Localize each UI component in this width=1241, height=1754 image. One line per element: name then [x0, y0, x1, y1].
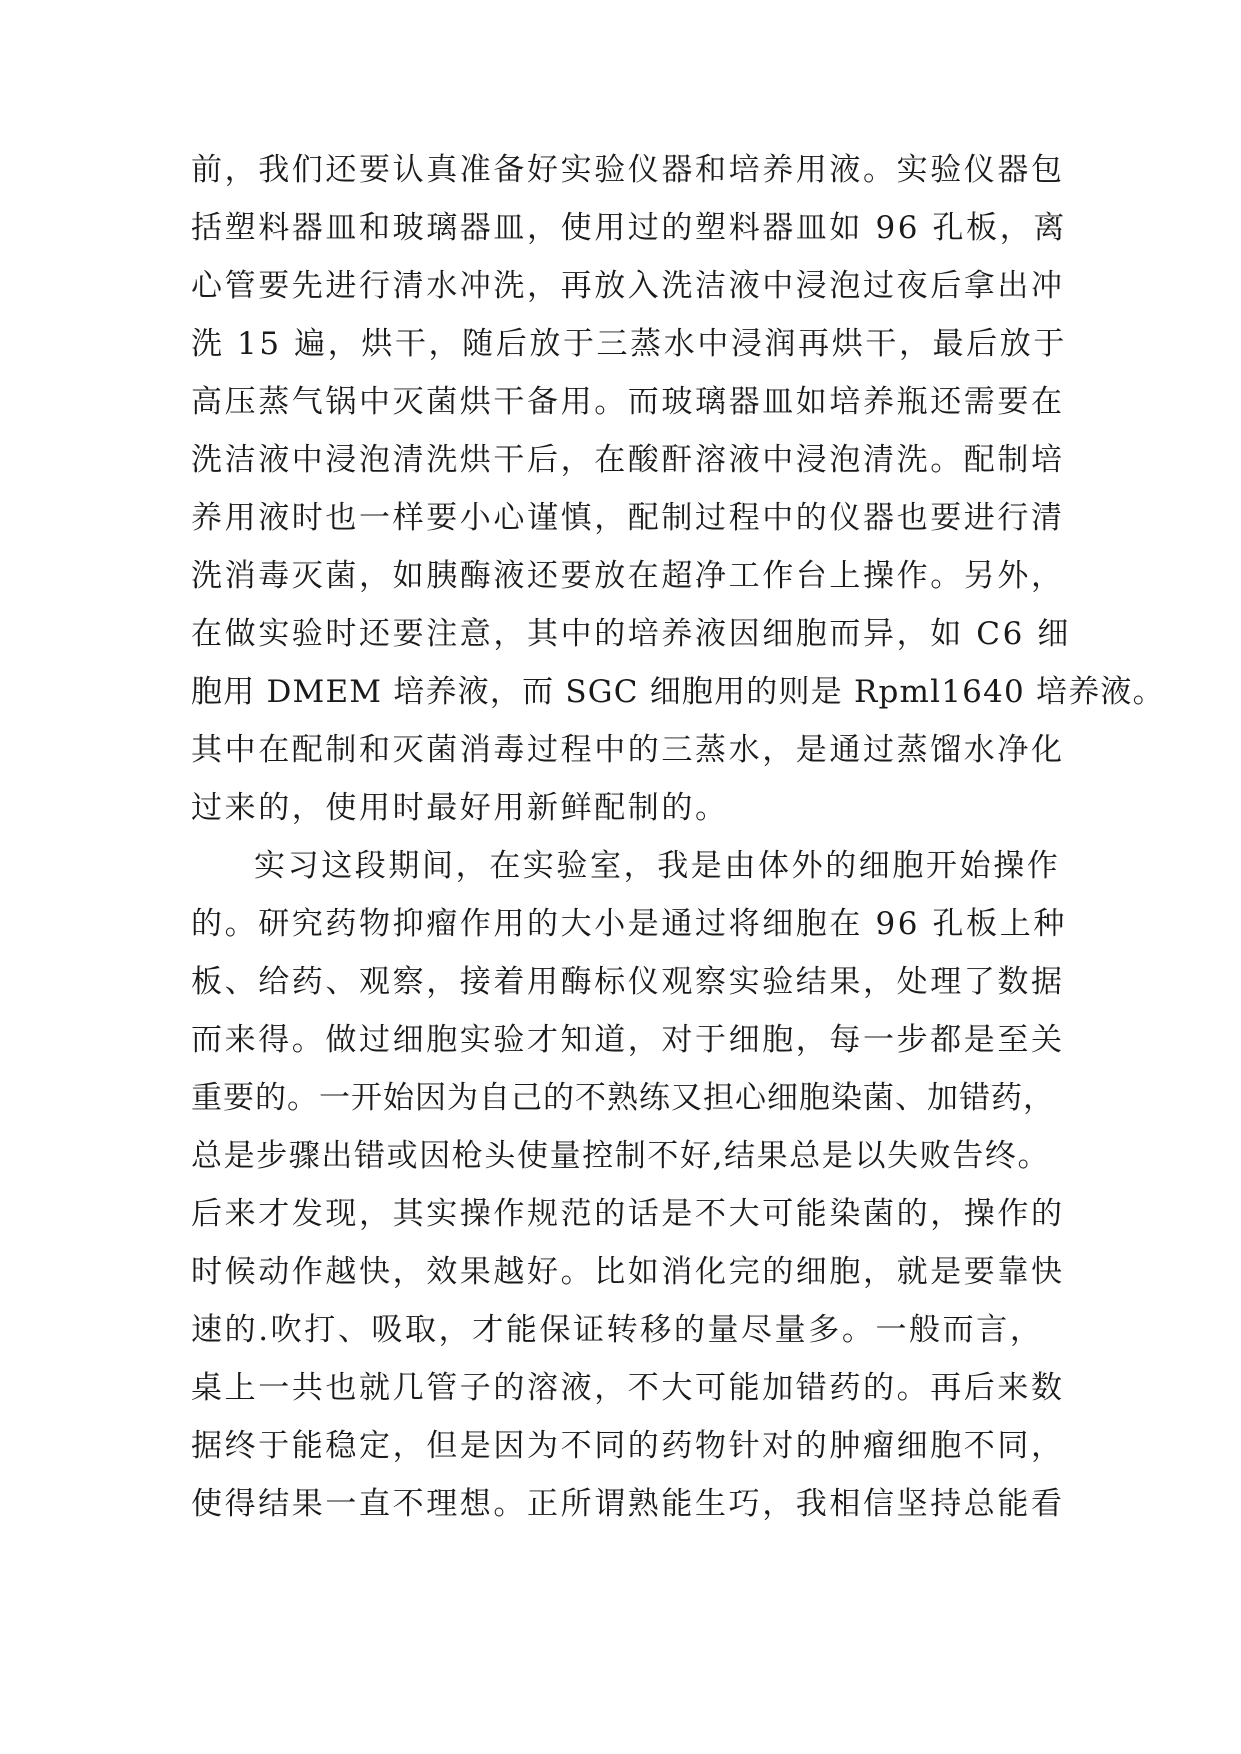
text-line: 的。研究药物抑瘤作用的大小是通过将细胞在 96 孔板上种: [191, 906, 1067, 942]
text-line: 高压蒸气锅中灭菌烘干备用。而玻璃器皿如培养瓶还需要在: [191, 384, 1065, 420]
text-line-indented: 实习这段期间，在实验室，我是由体外的细胞开始操作: [254, 848, 1061, 884]
text-line: 桌上一共也就几管子的溶液，不大可能加错药的。再后来数: [191, 1370, 1065, 1406]
text-line: 括塑料器皿和玻璃器皿，使用过的塑料器皿如 96 孔板，离: [191, 210, 1067, 246]
text-line: 使得结果一直不理想。正所谓熟能生巧，我相信坚持总能看: [191, 1486, 1065, 1522]
text-line: 胞用 DMEM 培养液，而 SGC 细胞用的则是 Rpml1640 培养液。: [191, 674, 1165, 710]
text-line: 重要的。一开始因为自己的不熟练又担心细胞染菌、加错药，: [191, 1080, 1055, 1116]
text-line: 板、给药、观察，接着用酶标仪观察实验结果，处理了数据: [191, 964, 1065, 1000]
text-line: 前，我们还要认真准备好实验仪器和培养用液。实验仪器包: [191, 152, 1065, 188]
text-line: 过来的，使用时最好用新鲜配制的。: [191, 790, 729, 826]
text-line: 洗 15 遍，烘干，随后放于三蒸水中浸润再烘干，最后放于: [191, 326, 1067, 362]
text-line: 速的.吹打、吸取，才能保证转移的量尽量多。一般而言，: [191, 1312, 1044, 1348]
text-line: 在做实验时还要注意，其中的培养液因细胞而异，如 C6 细: [191, 616, 1071, 652]
text-line: 其中在配制和灭菌消毒过程中的三蒸水，是通过蒸馏水净化: [191, 732, 1065, 768]
text-line: 洗消毒灭菌，如胰酶液还要放在超净工作台上操作。另外，: [191, 558, 1065, 594]
text-line: 而来得。做过细胞实验才知道，对于细胞，每一步都是至关: [191, 1022, 1065, 1058]
text-line: 据终于能稳定，但是因为不同的药物针对的肿瘤细胞不同，: [191, 1428, 1065, 1464]
text-line: 心管要先进行清水冲洗，再放入洗洁液中浸泡过夜后拿出冲: [191, 268, 1065, 304]
text-line: 养用液时也一样要小心谨慎，配制过程中的仪器也要进行清: [191, 500, 1065, 536]
text-line: 总是步骤出错或因枪头使量控制不好,结果总是以失败告终。: [191, 1138, 1051, 1174]
text-line: 后来才发现，其实操作规范的话是不大可能染菌的，操作的: [191, 1196, 1065, 1232]
text-line: 洗洁液中浸泡清洗烘干后，在酸酐溶液中浸泡清洗。配制培: [191, 442, 1065, 478]
text-line: 时候动作越快，效果越好。比如消化完的细胞，就是要靠快: [191, 1254, 1065, 1290]
